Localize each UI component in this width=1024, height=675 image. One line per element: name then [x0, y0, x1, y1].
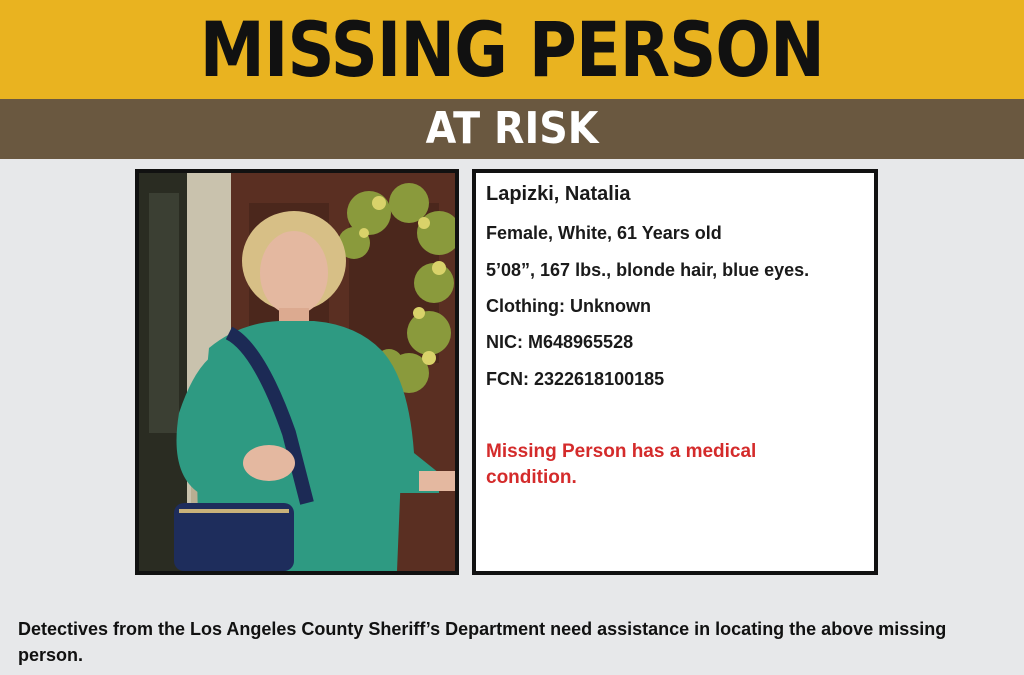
- person-photo: [139, 173, 455, 571]
- person-name: Lapizki, Natalia: [486, 183, 631, 205]
- person-photo-illustration: [139, 173, 455, 571]
- info-panel: [472, 169, 878, 575]
- medical-alert: Missing Person has a medical condition.: [486, 441, 757, 488]
- person-clothing: Clothing: Unknown: [486, 296, 651, 316]
- footer-notice: Detectives from the Los Angeles County Sheriff’s Department need assistance in locating the above missing person.: [18, 619, 947, 665]
- person-physical-description: 5’08”, 167 lbs., blonde hair, blue eyes.: [486, 260, 810, 280]
- poster-title: MISSING PERSON: [199, 4, 825, 94]
- person-fcn: FCN: 2322618100185: [486, 369, 665, 389]
- poster-subtitle: AT RISK: [425, 103, 599, 154]
- person-nic: NIC: M648965528: [486, 332, 634, 352]
- person-demographics: Female, White, 61 Years old: [486, 223, 722, 243]
- title-banner: [0, 0, 1024, 99]
- photo-frame: [135, 169, 459, 575]
- subtitle-banner: [0, 99, 1024, 159]
